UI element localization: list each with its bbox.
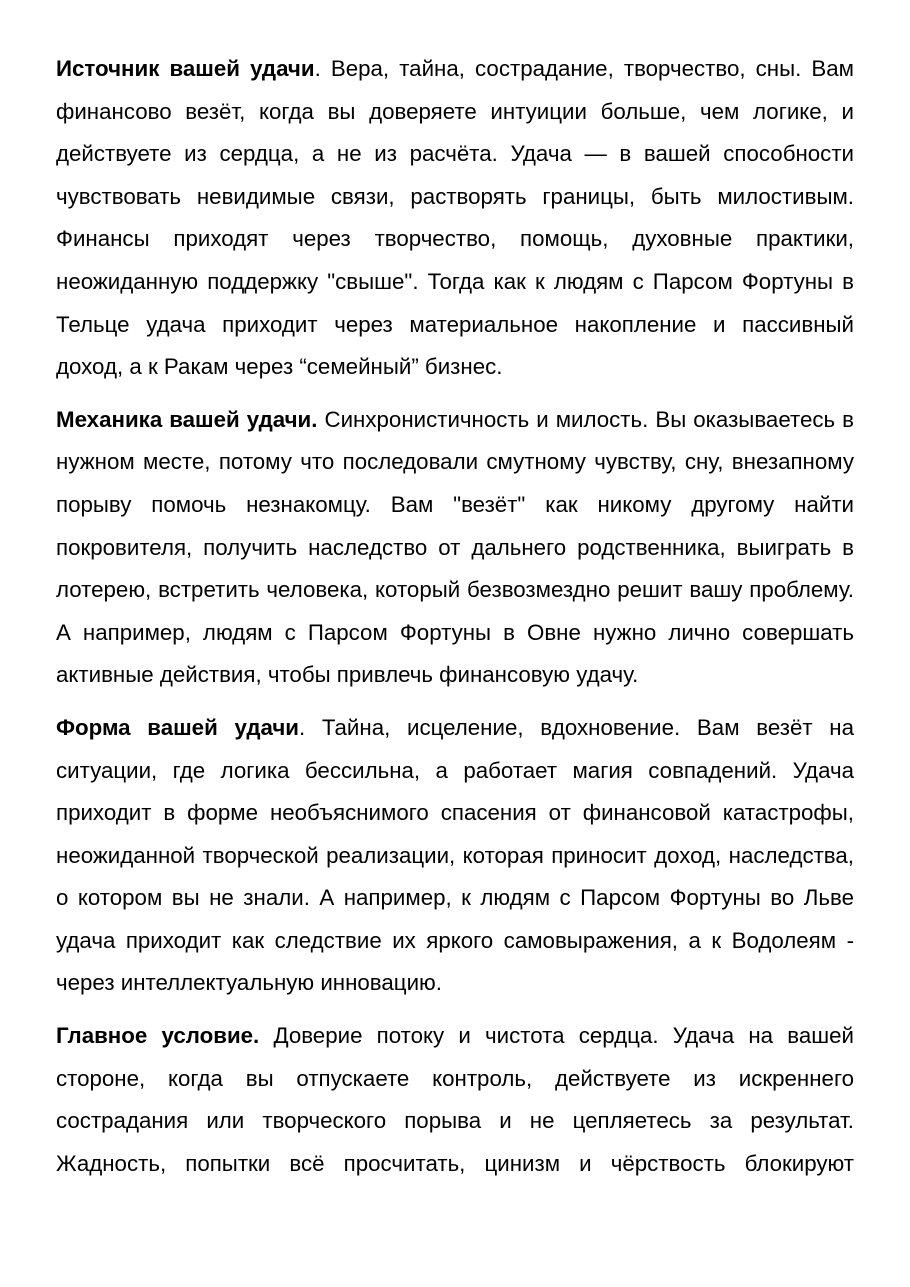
paragraph-body: Доверие потоку и чистота сердца. Удача на вашей стороне, когда вы отпускаете контроль, действуете из искреннего сострадания или творческого порыва и не цепляетесь за результат. Жадность, попытки всё просчитать, цинизм и чёрствость блокируют — [56, 1023, 854, 1176]
paragraph-luck-source — [56, 48, 854, 389]
paragraph-heading: Форма вашей удачи — [56, 714, 299, 740]
paragraph-heading: Главное условие. — [56, 1023, 260, 1049]
paragraph-main-condition — [56, 1015, 854, 1185]
paragraph-body: . Тайна, исцеление, вдохновение. Вам везёт на ситуации, где логика бессильна, а работает магия совпадений. Удача приходит в форме необъяснимого спасения от финансовой катастрофы, неожиданной творческой реализации, которая приносит доход, наследства, о котором вы не знали. А например, к людям с Парсом Фортуны во Льве удача приходит как следствие их яркого самовыражения, а к Водолеям - через интеллектуальную инновацию. — [56, 714, 855, 996]
paragraph-luck-form — [56, 707, 854, 1005]
paragraph-body: Синхронистичность и милость. Вы оказываетесь в нужном месте, потому что последовали смутному чувству, сну, внезапному порыву помочь незнакомцу. Вам "везёт" как никому другому найти покровителя, получить наследство от дальнего родственника, выиграть в лотерею, встретить человека, который безвозмездно решит вашу проблему. А например, людям с Парсом Фортуны в Овне нужно лично совершать активные действия, чтобы привлечь финансовую удачу. — [56, 406, 854, 688]
paragraph-body: . Вера, тайна, сострадание, творчество, сны. Вам финансово везёт, когда вы доверяете интуиции больше, чем логике, и действуете из сердца, а не из расчёта. Удача — в вашей способности чувствовать невидимые связи, растворять границы, быть милостивым. Финансы приходят через творчество, помощь, духовные практики, неожиданную поддержку "свыше". Тогда как к людям с Парсом Фортуны в Тельце удача приходит через материальное накопление и пассивный доход, а к Ракам через “семейный” бизнес. — [56, 56, 854, 380]
document-page — [56, 48, 854, 1195]
paragraph-heading: Источник вашей удачи — [56, 56, 315, 81]
paragraph-luck-mechanics — [56, 399, 854, 697]
paragraph-heading: Механика вашей удачи. — [56, 406, 318, 432]
